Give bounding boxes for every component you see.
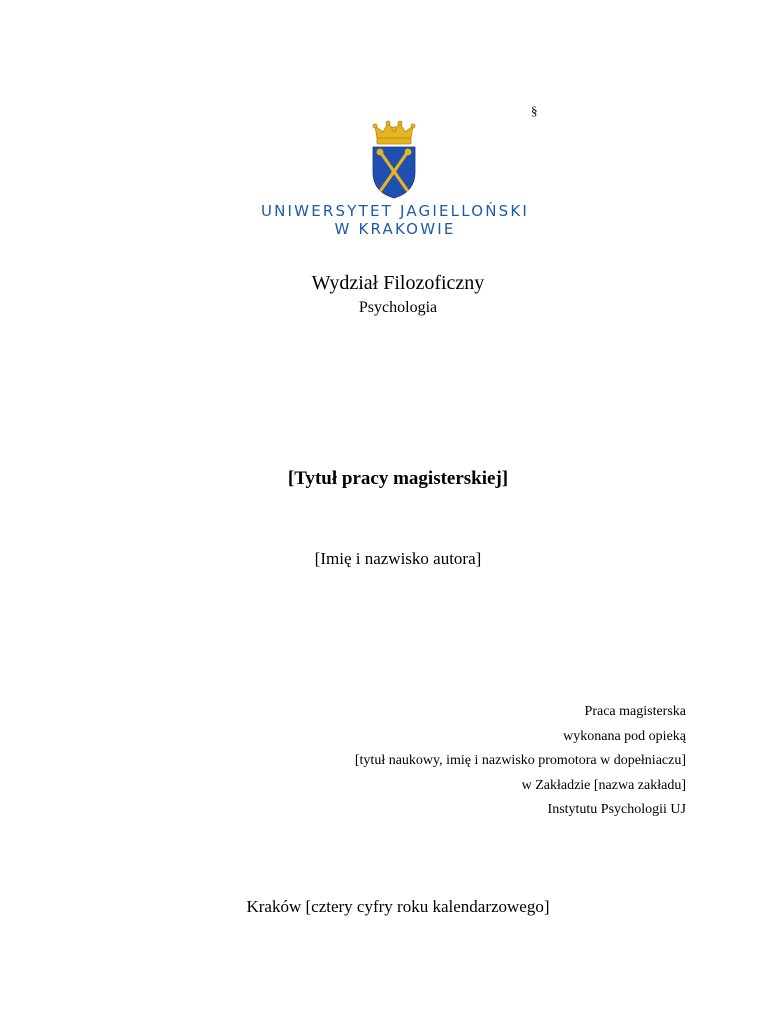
supervision-line: Praca magisterska xyxy=(584,704,686,719)
faculty-name: Wydział Filozoficzny xyxy=(311,272,485,294)
supervision-line: wykonana pod opieką xyxy=(563,728,686,744)
supervision-line: [tytuł naukowy, imię i nazwisko promotora w dopełniaczu] xyxy=(354,753,686,768)
university-name-line1: UNIWERSYTET JAGIELLOŃSKI xyxy=(260,202,530,220)
field-of-study: Psychologia xyxy=(358,299,438,316)
thesis-title: [Tytuł pracy magisterskiej] xyxy=(287,468,509,489)
university-crest-icon xyxy=(369,120,419,200)
author-name: [Imię i nazwisko autora] xyxy=(314,549,482,568)
city-and-year: Kraków [cztery cyfry roku kalendarzowego] xyxy=(246,897,550,916)
section-mark: § xyxy=(531,103,538,118)
supervision-block xyxy=(355,700,686,823)
supervision-line: w Zakładzie [nazwa zakładu] xyxy=(521,777,686,793)
university-name-line2: W KRAKOWIE xyxy=(334,220,456,238)
supervision-line: Instytutu Psychologii UJ xyxy=(547,802,686,817)
